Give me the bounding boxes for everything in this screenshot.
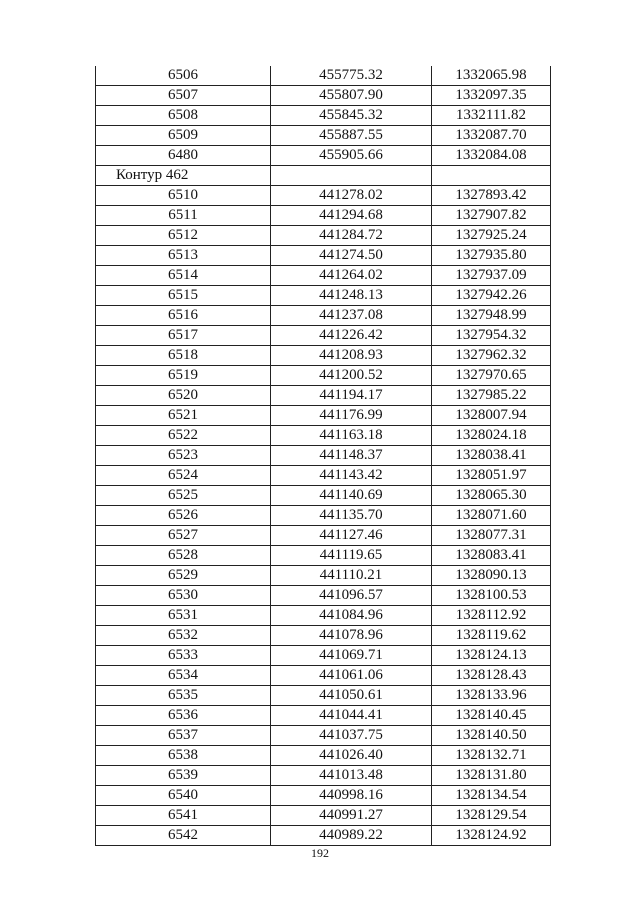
x-coordinate-cell: 441084.96 [271, 606, 432, 626]
y-coordinate-cell: 1328140.50 [432, 726, 551, 746]
point-number-cell: 6521 [96, 406, 271, 426]
point-number-cell: 6536 [96, 706, 271, 726]
table-row [96, 446, 551, 466]
x-coordinate-cell: 441026.40 [271, 746, 432, 766]
x-coordinate-cell: 441200.52 [271, 366, 432, 386]
table-row [96, 86, 551, 106]
section-label-cell: Контур 462 [96, 166, 271, 186]
x-coordinate-cell: 455807.90 [271, 86, 432, 106]
y-coordinate-cell: 1328131.80 [432, 766, 551, 786]
y-coordinate-cell: 1328038.41 [432, 446, 551, 466]
point-number-cell: 6528 [96, 546, 271, 566]
table-row [96, 146, 551, 166]
x-coordinate-cell: 441096.57 [271, 586, 432, 606]
y-coordinate-cell: 1328007.94 [432, 406, 551, 426]
point-number-cell: 6527 [96, 526, 271, 546]
point-number-cell: 6518 [96, 346, 271, 366]
table-row [96, 786, 551, 806]
y-coordinate-cell: 1332087.70 [432, 126, 551, 146]
point-number-cell: 6520 [96, 386, 271, 406]
y-coordinate-cell: 1327942.26 [432, 286, 551, 306]
table-row [96, 206, 551, 226]
table-row [96, 766, 551, 786]
y-coordinate-cell: 1328140.45 [432, 706, 551, 726]
table-row [96, 266, 551, 286]
table-row [96, 426, 551, 446]
table-row [96, 246, 551, 266]
x-coordinate-cell: 455775.32 [271, 66, 432, 86]
table-row [96, 626, 551, 646]
point-number-cell: 6532 [96, 626, 271, 646]
x-coordinate-cell: 441163.18 [271, 426, 432, 446]
x-coordinate-cell: 441037.75 [271, 726, 432, 746]
table-row [96, 666, 551, 686]
table-row [96, 646, 551, 666]
point-number-cell: 6537 [96, 726, 271, 746]
point-number-cell: 6535 [96, 686, 271, 706]
point-number-cell: 6515 [96, 286, 271, 306]
point-number-cell: 6541 [96, 806, 271, 826]
point-number-cell: 6517 [96, 326, 271, 346]
y-coordinate-cell: 1328024.18 [432, 426, 551, 446]
point-number-cell: 6506 [96, 66, 271, 86]
x-coordinate-cell: 440998.16 [271, 786, 432, 806]
y-coordinate-cell: 1327985.22 [432, 386, 551, 406]
x-coordinate-cell: 441278.02 [271, 186, 432, 206]
y-coordinate-cell: 1328124.13 [432, 646, 551, 666]
table-row [96, 66, 551, 86]
x-coordinate-cell: 441135.70 [271, 506, 432, 526]
y-coordinate-cell: 1328129.54 [432, 806, 551, 826]
point-number-cell: 6540 [96, 786, 271, 806]
x-coordinate-cell: 441013.48 [271, 766, 432, 786]
y-coordinate-cell: 1328100.53 [432, 586, 551, 606]
x-coordinate-cell: 441248.13 [271, 286, 432, 306]
y-coordinate-cell: 1327925.24 [432, 226, 551, 246]
point-number-cell: 6538 [96, 746, 271, 766]
point-number-cell: 6511 [96, 206, 271, 226]
y-coordinate-cell: 1328083.41 [432, 546, 551, 566]
point-number-cell: 6530 [96, 586, 271, 606]
point-number-cell: 6516 [96, 306, 271, 326]
y-coordinate-cell: 1332097.35 [432, 86, 551, 106]
y-coordinate-cell [432, 166, 551, 186]
point-number-cell: 6508 [96, 106, 271, 126]
table-row [96, 486, 551, 506]
table-row [96, 126, 551, 146]
point-number-cell: 6512 [96, 226, 271, 246]
table-row [96, 326, 551, 346]
x-coordinate-cell: 441069.71 [271, 646, 432, 666]
table-row [96, 226, 551, 246]
x-coordinate-cell: 441078.96 [271, 626, 432, 646]
point-number-cell: 6529 [96, 566, 271, 586]
x-coordinate-cell: 455887.55 [271, 126, 432, 146]
point-number-cell: 6534 [96, 666, 271, 686]
x-coordinate-cell: 441237.08 [271, 306, 432, 326]
x-coordinate-cell: 441127.46 [271, 526, 432, 546]
table-row [96, 366, 551, 386]
table-row [96, 706, 551, 726]
table-row [96, 686, 551, 706]
x-coordinate-cell: 441044.41 [271, 706, 432, 726]
point-number-cell: 6514 [96, 266, 271, 286]
table-row [96, 606, 551, 626]
x-coordinate-cell: 441294.68 [271, 206, 432, 226]
table-row [96, 166, 551, 186]
table-row [96, 406, 551, 426]
table-row [96, 306, 551, 326]
y-coordinate-cell: 1328128.43 [432, 666, 551, 686]
x-coordinate-cell: 441274.50 [271, 246, 432, 266]
table-row [96, 826, 551, 846]
point-number-cell: 6523 [96, 446, 271, 466]
point-number-cell: 6533 [96, 646, 271, 666]
x-coordinate-cell: 441264.02 [271, 266, 432, 286]
point-number-cell: 6519 [96, 366, 271, 386]
coordinates-table-body [96, 66, 551, 846]
point-number-cell: 6526 [96, 506, 271, 526]
coordinates-table [95, 66, 551, 846]
y-coordinate-cell: 1327948.99 [432, 306, 551, 326]
point-number-cell: 6542 [96, 826, 271, 846]
y-coordinate-cell: 1327937.09 [432, 266, 551, 286]
y-coordinate-cell: 1328112.92 [432, 606, 551, 626]
point-number-cell: 6539 [96, 766, 271, 786]
x-coordinate-cell: 440991.27 [271, 806, 432, 826]
table-row [96, 546, 551, 566]
y-coordinate-cell: 1327893.42 [432, 186, 551, 206]
point-number-cell: 6480 [96, 146, 271, 166]
y-coordinate-cell: 1328077.31 [432, 526, 551, 546]
x-coordinate-cell: 441119.65 [271, 546, 432, 566]
x-coordinate-cell: 441050.61 [271, 686, 432, 706]
point-number-cell: 6507 [96, 86, 271, 106]
x-coordinate-cell: 441110.21 [271, 566, 432, 586]
y-coordinate-cell: 1328065.30 [432, 486, 551, 506]
y-coordinate-cell: 1332065.98 [432, 66, 551, 86]
table-row [96, 726, 551, 746]
table-row [96, 346, 551, 366]
y-coordinate-cell: 1327935.80 [432, 246, 551, 266]
table-row [96, 566, 551, 586]
y-coordinate-cell: 1328134.54 [432, 786, 551, 806]
x-coordinate-cell: 441140.69 [271, 486, 432, 506]
table-row [96, 286, 551, 306]
x-coordinate-cell: 455905.66 [271, 146, 432, 166]
table-row [96, 386, 551, 406]
y-coordinate-cell: 1328133.96 [432, 686, 551, 706]
y-coordinate-cell: 1332111.82 [432, 106, 551, 126]
x-coordinate-cell: 441176.99 [271, 406, 432, 426]
table-row [96, 106, 551, 126]
x-coordinate-cell: 441148.37 [271, 446, 432, 466]
point-number-cell: 6510 [96, 186, 271, 206]
x-coordinate-cell: 441061.06 [271, 666, 432, 686]
y-coordinate-cell: 1328119.62 [432, 626, 551, 646]
x-coordinate-cell: 455845.32 [271, 106, 432, 126]
point-number-cell: 6509 [96, 126, 271, 146]
x-coordinate-cell [271, 166, 432, 186]
y-coordinate-cell: 1327907.82 [432, 206, 551, 226]
x-coordinate-cell: 441226.42 [271, 326, 432, 346]
y-coordinate-cell: 1328124.92 [432, 826, 551, 846]
y-coordinate-cell: 1327962.32 [432, 346, 551, 366]
x-coordinate-cell: 440989.22 [271, 826, 432, 846]
point-number-cell: 6524 [96, 466, 271, 486]
page-number: 192 [311, 846, 329, 860]
table-row [96, 526, 551, 546]
table-row [96, 186, 551, 206]
y-coordinate-cell: 1332084.08 [432, 146, 551, 166]
point-number-cell: 6525 [96, 486, 271, 506]
table-row [96, 746, 551, 766]
y-coordinate-cell: 1327970.65 [432, 366, 551, 386]
point-number-cell: 6513 [96, 246, 271, 266]
table-row [96, 466, 551, 486]
y-coordinate-cell: 1328132.71 [432, 746, 551, 766]
y-coordinate-cell: 1328071.60 [432, 506, 551, 526]
x-coordinate-cell: 441194.17 [271, 386, 432, 406]
x-coordinate-cell: 441284.72 [271, 226, 432, 246]
table-row [96, 806, 551, 826]
x-coordinate-cell: 441143.42 [271, 466, 432, 486]
table-row [96, 506, 551, 526]
y-coordinate-cell: 1328051.97 [432, 466, 551, 486]
x-coordinate-cell: 441208.93 [271, 346, 432, 366]
point-number-cell: 6522 [96, 426, 271, 446]
table-row [96, 586, 551, 606]
y-coordinate-cell: 1328090.13 [432, 566, 551, 586]
point-number-cell: 6531 [96, 606, 271, 626]
y-coordinate-cell: 1327954.32 [432, 326, 551, 346]
